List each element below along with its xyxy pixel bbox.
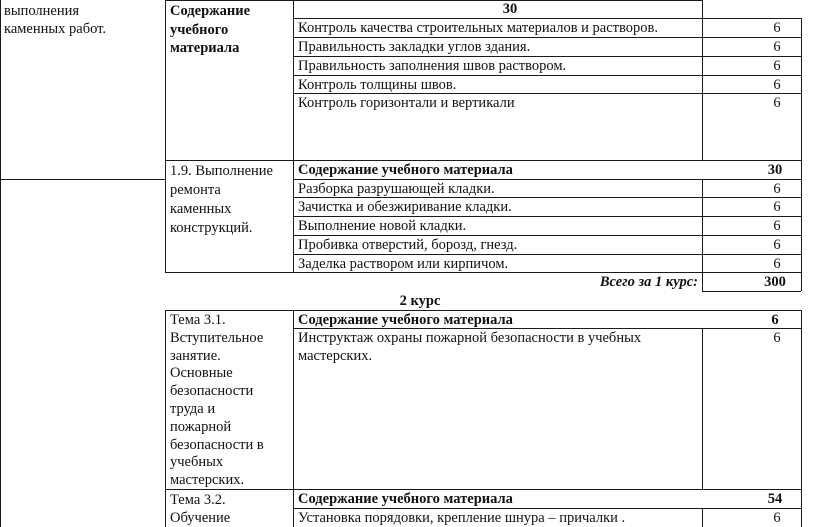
- table-border: [702, 328, 703, 489]
- hours-cell: 6: [773, 237, 781, 253]
- table-border: [0, 179, 165, 180]
- section-total-hours: 30: [767, 162, 783, 178]
- hours-cell: 6: [773, 199, 781, 215]
- table-border: [702, 0, 703, 160]
- course-total-label: Всего за 1 курс:: [599, 274, 698, 290]
- topic-cell: Тема 3.1. Вступительное занятие. Основные безопасности труда и пожарной безопасности в учебных мастерских.: [170, 312, 264, 489]
- table-border: [293, 0, 294, 272]
- hours-cell: 6: [773, 95, 781, 111]
- content-row: Контроль горизонтали и вертикали: [298, 95, 515, 111]
- table-border: [702, 179, 703, 291]
- section-total-hours: 54: [767, 491, 783, 507]
- content-row: Пробивка отверстий, борозд, гнезд.: [298, 237, 518, 253]
- content-header: Содержание учебного материала: [298, 491, 513, 507]
- topic-cell: выполнения каменных работ.: [4, 3, 107, 37]
- hours-cell: 6: [773, 218, 781, 234]
- topic-cell: Тема 3.2. Обучение: [170, 492, 231, 526]
- table-border: [702, 291, 801, 292]
- content-row: Правильность закладки углов здания.: [298, 39, 531, 55]
- section-total-hours: 30: [502, 1, 518, 17]
- content-row: Разборка разрушающей кладки.: [298, 181, 495, 197]
- table-border: [165, 0, 166, 272]
- table-border: [165, 0, 702, 1]
- content-row: Контроль толщины швов.: [298, 77, 457, 93]
- table-border: [702, 508, 703, 527]
- content-row: Контроль качества строительных материалов и растворов.: [298, 20, 658, 36]
- hours-cell: 6: [773, 20, 781, 36]
- content-row: Выполнение новой кладки.: [298, 218, 467, 234]
- hours-cell: 6: [773, 510, 781, 526]
- hours-cell: 6: [773, 77, 781, 93]
- table-border: [293, 310, 294, 527]
- hours-cell: 6: [773, 330, 781, 346]
- content-row: Установка порядовки, крепление шнура – причалки .: [298, 510, 626, 526]
- hours-cell: 6: [773, 256, 781, 272]
- topic-cell: 1.9. Выполнение ремонта каменных конструкций.: [170, 163, 273, 236]
- section-total-hours: 6: [771, 312, 779, 328]
- content-row: Заделка раствором или кирпичом.: [298, 256, 509, 272]
- course-total-value: 300: [764, 274, 786, 290]
- table-border: [0, 0, 1, 527]
- hours-cell: 6: [773, 58, 781, 74]
- course-heading: 2 курс: [399, 293, 441, 309]
- content-header: Содержание учебного материала: [298, 312, 513, 328]
- content-row: Зачистка и обезжиривание кладки.: [298, 199, 512, 215]
- content-header: Содержание учебного материала: [298, 162, 513, 178]
- content-row: Инструктаж охраны пожарной безопасности в учебных мастерских.: [298, 330, 642, 364]
- content-label: Содержание учебного материала: [170, 3, 251, 56]
- hours-cell: 6: [773, 181, 781, 197]
- table-border: [165, 310, 166, 527]
- content-row: Правильность заполнения швов раствором.: [298, 58, 567, 74]
- hours-cell: 6: [773, 39, 781, 55]
